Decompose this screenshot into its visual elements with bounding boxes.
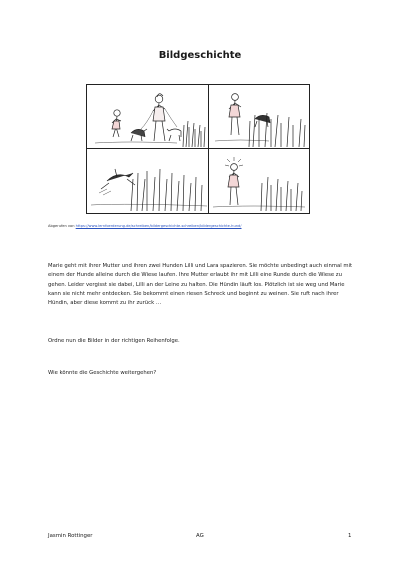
source-link[interactable]: https://www.lernfoerderung.de/schreiben/bildergeschichte-schreiben/bildergeschichte-hund/	[75, 224, 242, 228]
picture-panel-4	[209, 149, 309, 213]
source-prefix: Abgerufen von	[48, 224, 75, 228]
story-text: Marie geht mit ihrer Mutter und ihren zwei Hunden Lilli und Lara spazieren. Sie möchte unbedingt auch einmal mit einem der Hunde alleine durch die Wiese laufen. Ihre Mutter erlaubt ihr mit Lilli eine Runde durch die Wiese zu gehen. Leider vergisst sie dabei, Lilli an der Leine zu halten. Die Hündin läuft los. Plötzlich ist sie weg und Marie kann sie nicht mehr entdecken. Sie bekommt einen riesen Schreck und beginnt zu weinen. Sie ruft nach ihrer Hündin, aber diese kommt zu ihr zurück …	[48, 263, 353, 307]
dog-running-illustration	[87, 149, 208, 213]
walk-illustration	[87, 85, 208, 148]
footer-page-number: 1	[348, 533, 352, 539]
page-title: Bildgeschichte	[158, 50, 242, 61]
picture-grid	[86, 84, 310, 214]
footer-author: Jasmin Rottinger	[48, 533, 93, 539]
picture-panel-2	[209, 85, 309, 148]
picture-panel-1	[87, 85, 208, 148]
footer-course: AG	[196, 533, 204, 539]
girl-crying-illustration	[209, 149, 309, 213]
task-continue-story: Wie könnte die Geschichte weitergehen?	[48, 370, 157, 376]
meadow-illustration	[209, 85, 309, 148]
task-order-pictures: Ordne nun die Bilder in der richtigen Reihenfolge.	[48, 338, 180, 344]
picture-panel-3	[87, 149, 208, 213]
source-citation	[48, 224, 242, 228]
